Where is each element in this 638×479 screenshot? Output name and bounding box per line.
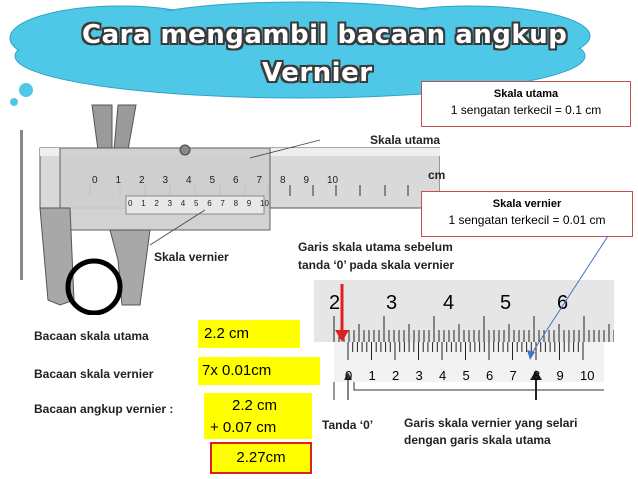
value-sum-block [204, 393, 312, 439]
callout-vernier-text: 1 sengatan terkecil = 0.01 cm [448, 213, 606, 227]
note-tanda-zero: Tanda ‘0’ [322, 418, 374, 432]
main-scale-number: 1 [115, 175, 122, 186]
label-cm: cm [428, 168, 446, 182]
label-bacaan-angkup-vernier: Bacaan angkup vernier : [34, 402, 174, 416]
zoom-vernier-number: 3 [415, 368, 423, 383]
zoom-main-number: 4 [443, 292, 455, 314]
zoom-vernier-number: 6 [486, 368, 494, 383]
value-total-reading: 2.27cm [210, 442, 312, 474]
note-main-line1: Garis skala utama sebelum [298, 240, 453, 254]
main-scale-number: 7 [256, 175, 263, 186]
note-vernier-line1: Garis skala vernier yang selari [404, 416, 578, 430]
zoom-vernier-number: 4 [439, 368, 447, 383]
main-scale-number: 3 [162, 175, 169, 186]
zoom-main-number: 3 [386, 292, 398, 314]
label-skala-vernier: Skala vernier [154, 250, 229, 264]
main-scale-number: 6 [233, 175, 239, 186]
callout-vernier-heading: Skala vernier [492, 198, 562, 210]
page-title-line1: Cara mengambil bacaan angkup [82, 20, 568, 50]
zoom-vernier-number: 10 [580, 368, 595, 383]
vernier-scale-number: 8 [233, 199, 239, 208]
zoom-vernier-number: 8 [533, 368, 541, 383]
vernier-scale-number: 10 [260, 199, 269, 208]
zoom-vernier-number: 7 [509, 368, 517, 383]
page-title-line2: Vernier [262, 58, 373, 88]
vernier-scale-number: 2 [154, 199, 159, 208]
main-scale-number: 9 [303, 175, 310, 186]
zoom-vernier-number: 0 [345, 368, 353, 383]
zoom-vernier-number: 1 [368, 368, 376, 383]
main-scale-number: 5 [209, 175, 216, 186]
main-scale-number: 8 [280, 175, 286, 186]
main-scale-number: 0 [92, 175, 98, 186]
vernier-scale-number: 4 [180, 199, 186, 208]
vernier-scale-number: 9 [246, 199, 252, 208]
main-scale-number: 4 [186, 175, 192, 186]
zoom-vernier-number: 9 [556, 368, 564, 383]
callout-main-heading: Skala utama [493, 88, 559, 100]
zoom-vernier-number: 2 [392, 368, 400, 383]
zoom-vernier-number: 5 [462, 368, 470, 383]
value-vernier-scale: 7x 0.01cm [198, 357, 320, 385]
vernier-scale-number: 5 [194, 199, 199, 208]
vernier-scale-number: 6 [207, 199, 212, 208]
note-main-line2: tanda ‘0’ pada skala vernier [298, 258, 455, 272]
main-scale-number: 10 [327, 175, 339, 186]
zoom-main-number: 2 [329, 292, 341, 314]
vernier-scale-number: 7 [220, 199, 225, 208]
main-scale-number: 2 [139, 175, 145, 186]
label-bacaan-skala-utama: Bacaan skala utama [34, 329, 149, 343]
vernier-scale-number: 1 [141, 199, 146, 208]
callout-main-text: 1 sengatan terkecil = 0.1 cm [450, 103, 602, 117]
sum-line2: + 0.07 cm [210, 419, 277, 436]
zoom-main-number: 5 [500, 292, 512, 314]
sum-line1: 2.2 cm [232, 397, 278, 414]
note-vernier-line2: dengan garis skala utama [404, 433, 551, 447]
label-skala-utama: Skala utama [370, 133, 441, 147]
label-bacaan-skala-vernier: Bacaan skala vernier [34, 367, 154, 381]
value-main-scale: 2.2 cm [198, 320, 300, 348]
vernier-scale-number: 3 [167, 199, 173, 208]
vernier-scale-number: 0 [128, 199, 133, 208]
zoom-main-number: 6 [557, 292, 569, 314]
